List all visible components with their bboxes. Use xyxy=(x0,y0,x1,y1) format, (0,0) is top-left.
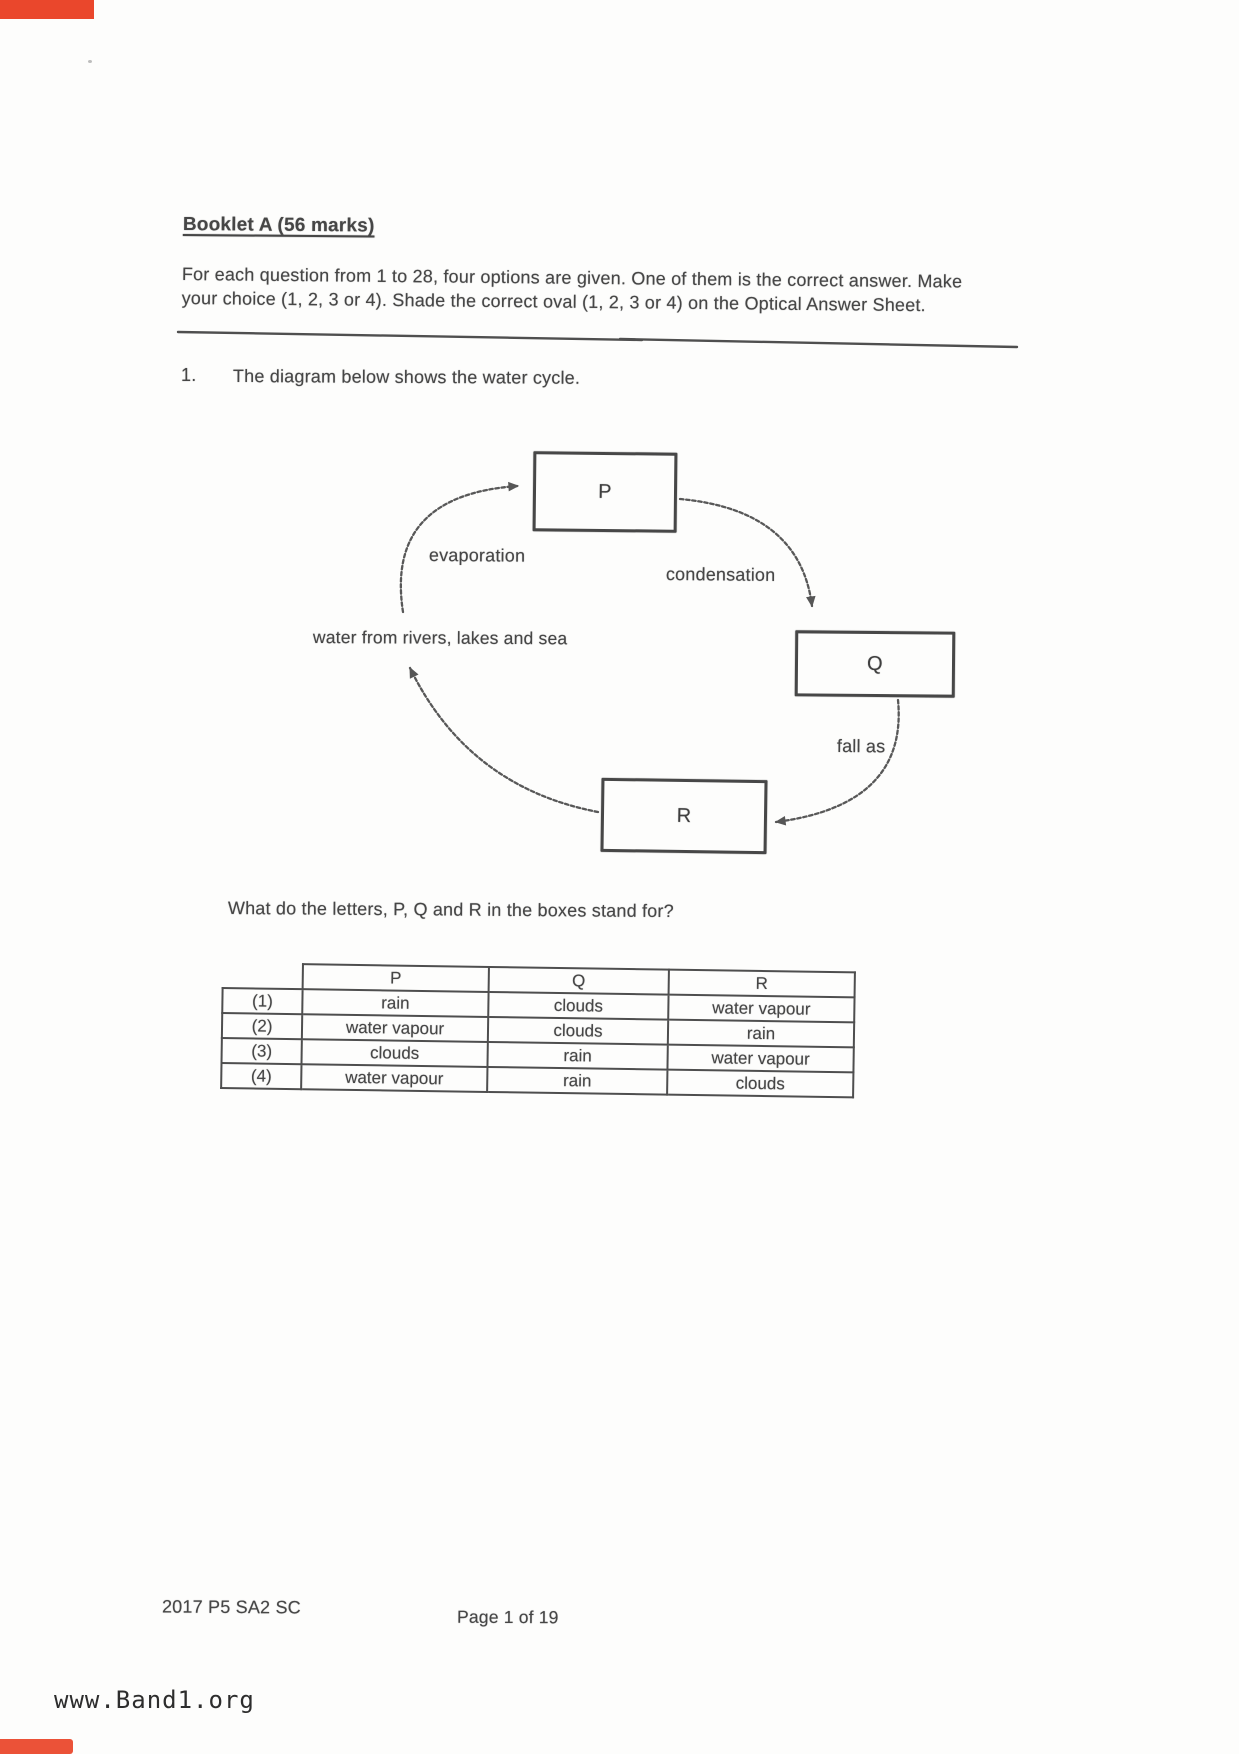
option-number: (4) xyxy=(221,1063,301,1089)
arrow-fall-as xyxy=(776,700,899,822)
arrow-return-to-water xyxy=(410,668,598,812)
instructions-paragraph xyxy=(182,262,963,317)
diagram-box-q: Q xyxy=(795,630,956,697)
option-2-r: rain xyxy=(668,1020,854,1048)
label-condensation: condensation xyxy=(665,564,776,585)
option-number: (1) xyxy=(222,988,302,1014)
label-fall-as: fall as xyxy=(836,736,886,757)
question-intro: The diagram below shows the water cycle. xyxy=(232,366,581,388)
option-1-p: rain xyxy=(302,989,488,1017)
label-water-source: water from rivers, lakes and sea xyxy=(312,627,568,649)
booklet-heading: Booklet A (56 marks) xyxy=(182,214,375,237)
separator-rule xyxy=(170,322,1030,354)
scan-speck xyxy=(88,60,92,63)
option-number: (2) xyxy=(222,1013,302,1039)
table-header-blank xyxy=(223,963,303,989)
question-number: 1. xyxy=(181,365,197,385)
diagram-box-r: R xyxy=(600,778,767,854)
diagram-box-p: P xyxy=(533,451,678,533)
option-1-q: clouds xyxy=(488,992,668,1020)
label-evaporation: evaporation xyxy=(428,545,526,566)
table-header-r: R xyxy=(669,970,855,998)
option-3-q: rain xyxy=(487,1042,667,1070)
instructions-line-2: your choice (1, 2, 3 or 4). Shade the correct oval (1, 2, 3 or 4) on the Optical Answer Sheet. xyxy=(181,287,926,316)
footer-document-code: 2017 P5 SA2 SC xyxy=(161,1596,301,1618)
option-number: (3) xyxy=(222,1038,302,1064)
footer-page-number: Page 1 of 19 xyxy=(456,1606,559,1628)
instructions-line-1: For each question from 1 to 28, four options are given. One of them is the correct answer. Make xyxy=(181,263,963,292)
table-header-q: Q xyxy=(489,967,669,995)
option-4-q: rain xyxy=(487,1067,667,1095)
option-1-r: water vapour xyxy=(668,995,854,1023)
option-2-p: water vapour xyxy=(302,1014,488,1042)
table-header-p: P xyxy=(303,964,489,992)
question-prompt: What do the letters, P, Q and R in the boxes stand for? xyxy=(227,898,674,922)
option-4-r: clouds xyxy=(667,1070,853,1098)
option-4-p: water vapour xyxy=(301,1064,487,1092)
option-3-p: clouds xyxy=(301,1039,487,1067)
option-2-q: clouds xyxy=(488,1017,668,1045)
arrow-condensation xyxy=(680,499,812,606)
answer-options-table xyxy=(220,962,856,1098)
site-watermark: www.Band1.org xyxy=(54,1686,255,1714)
option-3-r: water vapour xyxy=(667,1045,853,1073)
